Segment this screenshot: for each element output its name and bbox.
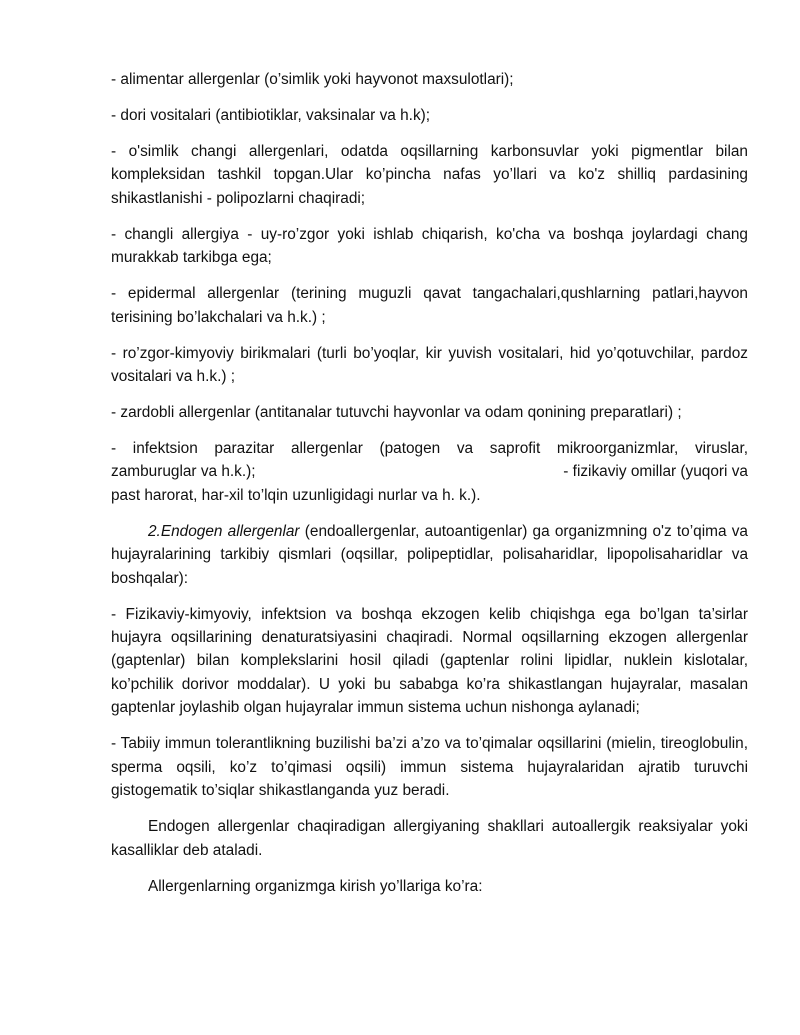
infektsion-line-2-left: zamburuglar va h.k.); <box>111 463 256 481</box>
document-page <box>111 68 748 911</box>
paragraph-fizikaviy-kimyoviy: - Fizikaviy-kimyoviy, infektsion va boshqa ekzogen kelib chiqishga ega bo’lgan ta’sirlar hujayra oqsillarining denaturatsiyasini chaqiradi. Normal oqsillarning ekzogen allergenlar (gaptenlar) bilan komplekslarini hosil qiladi (gaptenlar rolini lipidlar, nuklein kislotalar, ko’pchilik dorivor moddalar). U yoki bu sababga ko’ra shikastlangan hujayralar, masalan gaptenlar joylashib olgan hujayralar immun sistema uchun nishonga aylanadi; <box>111 605 748 717</box>
paragraph-changli-allergiya: - changli allergiya - uy-ro’zgor yoki ishlab chiqarish, ko'cha va boshqa joylardagi chang murakkab tarkibga ega; <box>111 225 748 267</box>
infektsion-line-2 <box>111 460 748 483</box>
paragraph-endogen <box>111 520 748 590</box>
infektsion-line-1: - infektsion parazitar allergenlar (patogen va saprofit mikroorganizmlar, viruslar, <box>111 440 748 458</box>
paragraph-epidermal: - epidermal allergenlar (terining muguzli qavat tangachalari,qushlarning patlari,hayvon terisining bo’lakchalari va h.k.) ; <box>111 285 748 326</box>
paragraph-rozgor-kimyoviy: - ro’zgor-kimyoviy birikmalari (turli bo’yoqlar, kir yuvish vositalari, hid yo’qotuvchilar, pardoz vositalari va h.k.) ; <box>111 344 748 386</box>
infektsion-line-2-right: - fizikaviy omillar (yuqori va <box>563 463 748 481</box>
paragraph-alimentar: - alimentar allergenlar (o’simlik yoki hayvonot maxsulotlari); <box>111 71 514 88</box>
paragraph-osimlik-changi: - o'simlik changi allergenlari, odatda oqsillarning karbonsuvlar yoki pigmentlar bilan kompleksidan tashkil topgan.Ular ko’pincha nafas yo’llari va ko'z shilliq pardasining shikastlanishi - polipozlarni chaqiradi; <box>111 143 748 207</box>
paragraph-zardobli: - zardobli allergenlar (antitanalar tutuvchi hayvonlar va odam qonining preparatlari) ; <box>111 404 682 422</box>
paragraph-dori: - dori vositalari (antibiotiklar, vaksinalar va h.k); <box>111 107 431 124</box>
paragraph-infektsion <box>111 437 748 507</box>
paragraph-tabiiy-immun: - Tabiiy immun tolerantlikning buzilishi ba’zi a’zo va to’qimalar oqsillarini (mielin, tireoglobulin, sperma oqsili, ko’z to’qimasi oqsili) immun sistema hujayralaridan ajratib turuvchi gistogematik to’siqlar shikastlanganda yuz beradi. <box>111 735 748 800</box>
paragraph-autoallergik: Endogen allergenlar chaqiradigan allergiyaning shakllari autoallergik reaksiyalar yoki kasalliklar deb ataladi. <box>111 818 748 859</box>
endogen-text: (endoallergenlar, autoantigenlar) ga organizmning o'z to’qima va hujayralarining tarkibiy qismlari (oqsillar, polipeptidlar, polisaharidlar, lipopolisaharidlar va boshqalar): <box>111 522 748 587</box>
endogen-title: 2.Endogen allergenlar <box>148 522 300 540</box>
infektsion-line-3: past harorat, har-xil to’lqin uzunligidagi nurlar va h. k.). <box>111 486 481 504</box>
paragraph-kirish-yollari: Allergenlarning organizmga kirish yo’llariga ko’ra: <box>148 877 483 895</box>
